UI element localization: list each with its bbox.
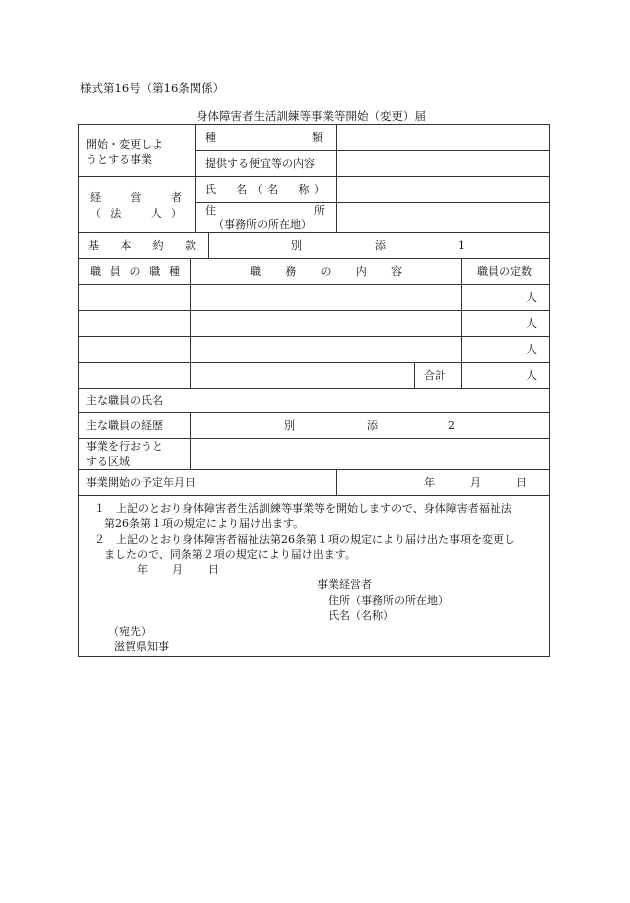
basic-contract-label: 基 本 約 款 bbox=[88, 239, 196, 252]
business-label-line1: 開始・変更しよ bbox=[86, 138, 163, 151]
staff-row-2-unit: 人 bbox=[526, 317, 537, 330]
staff-col-type: 職員の職種 bbox=[90, 265, 180, 278]
start-date-day: 日 bbox=[516, 476, 527, 489]
operator-address-sub: （事務所の所在地） bbox=[213, 218, 312, 231]
staff-row-3-unit: 人 bbox=[526, 343, 537, 356]
basic-value-a: 別 bbox=[291, 239, 302, 252]
form-title: 身体障害者生活訓練等事業等開始（変更）届 bbox=[196, 109, 426, 123]
main-staff-history-label: 主な職員の経歴 bbox=[86, 419, 163, 432]
addressee-prefix: （宛先） bbox=[108, 625, 152, 638]
main-staff-name-value[interactable] bbox=[191, 389, 549, 412]
start-date-year: 年 bbox=[424, 476, 435, 489]
staff-total-unit: 人 bbox=[526, 369, 537, 382]
business-label-line2: うとする事業 bbox=[86, 153, 152, 166]
operator-heading: 事業経営者 bbox=[317, 578, 372, 591]
operator-label-line1: 経 営 者 bbox=[90, 191, 182, 204]
staff-col-count: 職員の定数 bbox=[477, 265, 532, 278]
operator-address-value[interactable] bbox=[337, 203, 549, 232]
area-label-line2: する区域 bbox=[86, 455, 130, 468]
staff-row-3-duties[interactable] bbox=[191, 337, 461, 362]
submit-date-month: 月 bbox=[172, 563, 183, 576]
history-value-a: 別 bbox=[284, 419, 295, 432]
start-date-month: 月 bbox=[470, 476, 481, 489]
operator-name-value[interactable] bbox=[337, 177, 549, 202]
business-content-value[interactable] bbox=[337, 151, 549, 176]
operator-address: 住所（事務所の所在地） bbox=[328, 594, 449, 607]
staff-row-1-duties[interactable] bbox=[191, 285, 461, 310]
basic-value-b: 添 bbox=[375, 239, 386, 252]
submit-date-year: 年 bbox=[137, 563, 148, 576]
staff-row-1-type[interactable] bbox=[79, 285, 190, 310]
staff-col-duties: 職 務 の 内 容 bbox=[250, 265, 402, 278]
basic-value-c: 1 bbox=[458, 239, 465, 252]
note-1-line1: １ 上記のとおり身体障害者生活訓練等事業等を開始しますので、身体障害者福祉法 bbox=[94, 502, 512, 515]
note-2-line1: ２ 上記のとおり身体障害者福祉法第26条第１項の規定により届け出た事項を変更し bbox=[94, 533, 515, 546]
note-1-line2: 第26条第１項の規定により届け出ます。 bbox=[104, 517, 305, 530]
history-value-c: 2 bbox=[448, 419, 455, 432]
note-2-line2: ましたので、同条第２項の規定により届け出ます。 bbox=[104, 548, 356, 561]
form-style-number: 様式第16号（第16条関係） bbox=[80, 81, 225, 95]
area-value[interactable] bbox=[191, 439, 549, 469]
submit-date-day: 日 bbox=[208, 563, 219, 576]
staff-total-label: 合計 bbox=[424, 369, 446, 382]
history-value-b: 添 bbox=[367, 419, 378, 432]
operator-name: 氏名（名称） bbox=[328, 609, 394, 622]
main-staff-name-label: 主な職員の氏名 bbox=[86, 394, 163, 407]
staff-row-3-type[interactable] bbox=[79, 337, 190, 362]
start-date-label: 事業開始の予定年月日 bbox=[86, 476, 196, 489]
business-type-value[interactable] bbox=[337, 125, 549, 150]
operator-label-line2: （法 人） bbox=[90, 207, 182, 220]
staff-row-2-type[interactable] bbox=[79, 311, 190, 336]
staff-row-2-duties[interactable] bbox=[191, 311, 461, 336]
addressee-governor: 滋賀県知事 bbox=[114, 640, 169, 653]
operator-address-label: 住 所 bbox=[205, 204, 325, 217]
operator-name-label: 氏 名（名 称） bbox=[205, 183, 325, 196]
business-type-label: 種 類 bbox=[205, 131, 323, 144]
staff-row-1-unit: 人 bbox=[526, 291, 537, 304]
area-label-line1: 事業を行おうと bbox=[86, 440, 163, 453]
business-content-label: 提供する便宜等の内容 bbox=[205, 157, 315, 170]
